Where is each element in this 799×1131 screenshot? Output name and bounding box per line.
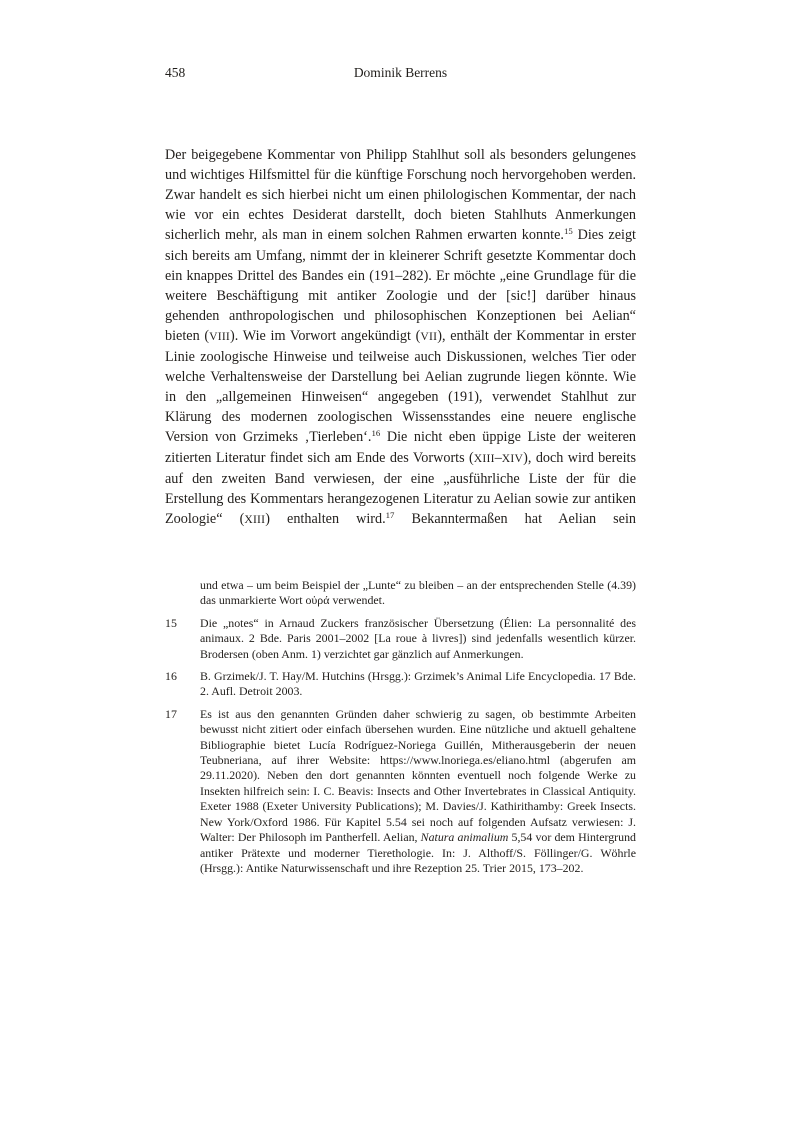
running-head (165, 64, 636, 82)
footnote-number (165, 578, 200, 609)
footnote-text: und etwa – um beim Beispiel der „Lunte“ zu bleiben – an der entsprechenden Stelle (4.39) das unmarkierte Wort οὐρά verwendet. (200, 578, 636, 608)
footnote-row (165, 707, 636, 876)
footnote-row (165, 616, 636, 662)
body-paragraph: Der beigegebene Kommentar von Philipp Stahlhut soll als besonders gelungenes und wichtiges Hilfsmittel für die künftige Forschung noch hervorgehoben werden. Zwar handelt es sich hierbei nicht um einen philologischen Kommentar, der nach wie vor ein echtes Desiderat darstellt, doch bieten Stahlhuts Anmerkungen sicherlich mehr, als man in einem solchen Rahmen erwarten konnte.$^{15}$ Dies zeigt sich bereits am Umfang, nimmt der in kleinerer Schrift gesetzte Kommentar doch ein knappes Drittel des Bandes ein (191–282). Er möchte „eine Grundlage für die weitere Beschäftigung mit antiker Zoologie und der [sic!] darüber hinaus gehenden anthropologischen und philosophischen Konzeptionen bei Aelian“ bieten (VIII). Wie im Vorwort angekündigt (VII), enthält der Kommentar in erster Linie zoologische Hinweise und teilweise auch Diskussionen, welches Tier oder welche Verhaltensweise der Darstellung bei Aelian zugrunde liegen könnte. Wie in den „allgemeinen Hinweisen“ angegeben (191), verwendet Stahlhut zur Klärung des modernen zoologischen Wissensstandes eine neuere englische Version von Grzimeks ‚Tierleben‘.$^{16}$ Die nicht eben üppige Liste der weiteren zitierten Literatur findet sich am Ende des Vorworts (XIII–XIV), doch wird bereits auf den zweiten Band verwiesen, der eine „ausführliche Liste der für die Erstellung des Kommentars herangezogenen Literatur zu Aelian sowie zur antiken Zoologie“ (XIII) enthalten wird.$^{17}$ Bekanntermaßen hat Aelian sein (165, 147, 637, 527)
footnote-row (165, 669, 636, 700)
page-number: 458 (165, 65, 186, 80)
footnote-number: 17 (165, 706, 177, 721)
footnote-text: Es ist aus den genannten Gründen daher schwierig zu sagen, ob bestimmte Arbeiten bewusst nicht zitiert oder einfach übersehen wurden. Eine nützliche und aktuell gehaltene Bibliographie bietet Lucía Rodríguez-Noriega Guillén, Mitherausgeberin der neuen Teubneriana, auf ihrer Website: https://www.lnoriega.es/eliano.html (abgerufen am 29.11.2020). Neben den dort genannten könnten eventuell noch folgende Werke zu Insekten hilfreich sein: I. C. Beavis: Insects and Other Invertebrates in Classical Antiquity. Exeter 1988 (Exeter University Publications); M. Davies/J. Kathirithamby: Greek Insects. New York/Oxford 1986. Für Kapitel 5.54 sei noch auf folgenden Aufsatz verwiesen: J. Walter: Der Philosoph im Pantherfell. Aelian, Natura animalium 5,54 vor dem Hintergrund antiker Prätexte und moderner Tierethologie. In: J. Althoff/S. Föllinger/G. Wöhrle (Hrsgg.): Antike Naturwissenschaft und ihre Rezeption 25. Trier 2015, 173–202. (200, 706, 636, 875)
footnote-number: 16 (165, 669, 177, 684)
running-title: Dominik Berrens (353, 65, 448, 80)
footnote-text: Die „notes“ in Arnaud Zuckers französischer Übersetzung (Élien: La personnalité des animaux. 2 Bde. Paris 2001–2002 [La roue à livres]) sind jedenfalls wesentlich kürzer. Brodersen (oben Anm. 1) verzichtet gar gänzlich auf Anmerkungen. (200, 615, 636, 661)
footnote-row (165, 578, 636, 609)
footnote-number: 15 (165, 615, 177, 630)
footnote-section (165, 578, 636, 883)
footnote-text: B. Grzimek/J. T. Hay/M. Hutchins (Hrsgg.): Grzimek’s Animal Life Encyclopedia. 17 Bde. 2. Aufl. Detroit 2003. (200, 669, 636, 699)
